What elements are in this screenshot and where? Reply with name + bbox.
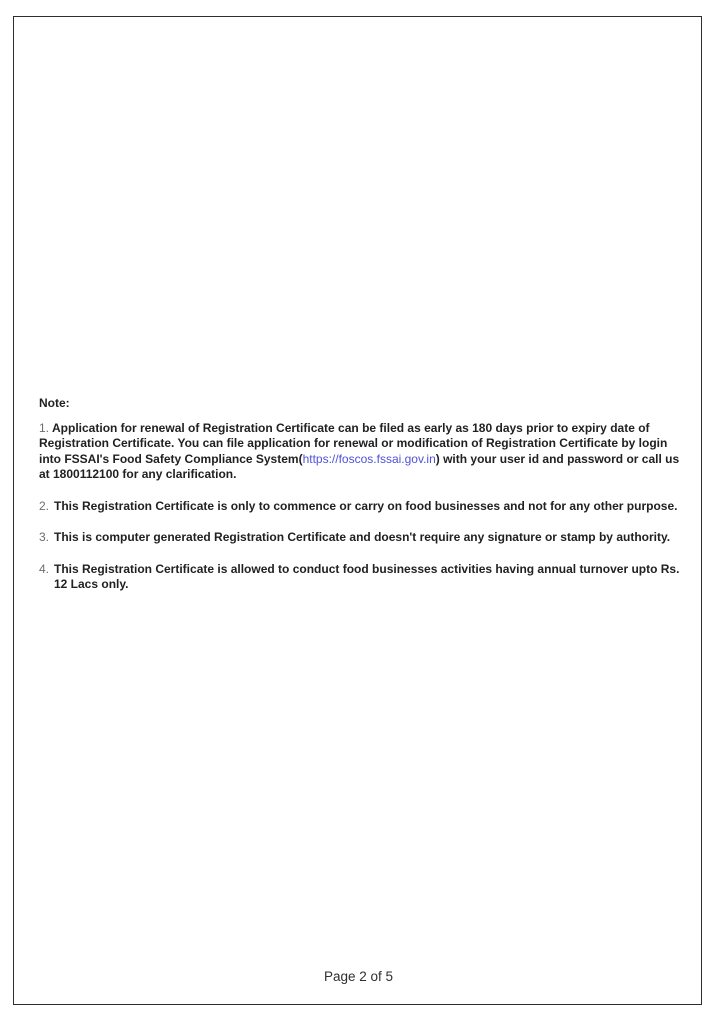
note-item-2: [39, 499, 689, 515]
note-item-1-text-after-link: ) with your user id and password or call us at 1800112100 for any clarification.: [39, 451, 680, 481]
foscos-portal-link[interactable]: https://foscos.fssai.gov.in: [302, 451, 436, 466]
note-heading: Note:: [39, 396, 70, 410]
note-item-2-number: 2.: [39, 498, 50, 513]
note-item-4-number: 4.: [39, 561, 50, 576]
note-item-3-text: This is computer generated Registration Certificate and doesn't require any signature or stamp by authority.: [54, 530, 671, 544]
note-item-1-text-before-link: Application for renewal of Registration Certificate can be filed as early as 180 days prior to expiry date of Registration Certificate. You can file application for renewal or modification of Registration Certificate by login into FSSAI's Food Safety Compliance System(: [39, 420, 668, 466]
note-item-1-number: 1.: [39, 420, 50, 435]
note-item-3-number: 3.: [39, 530, 50, 544]
note-item-2-text: This Registration Certificate is only to commence or carry on food businesses and not for any other purpose.: [54, 498, 678, 513]
note-item-4-text: This Registration Certificate is allowed to conduct food businesses activities having annual turnover upto Rs. 12 Lacs only.: [54, 561, 680, 591]
page-number: Page 2 of 5: [323, 969, 394, 984]
note-item-4: [39, 562, 689, 593]
notes-section: [39, 396, 689, 609]
note-item-1: [39, 421, 689, 483]
note-item-3: [39, 530, 689, 546]
